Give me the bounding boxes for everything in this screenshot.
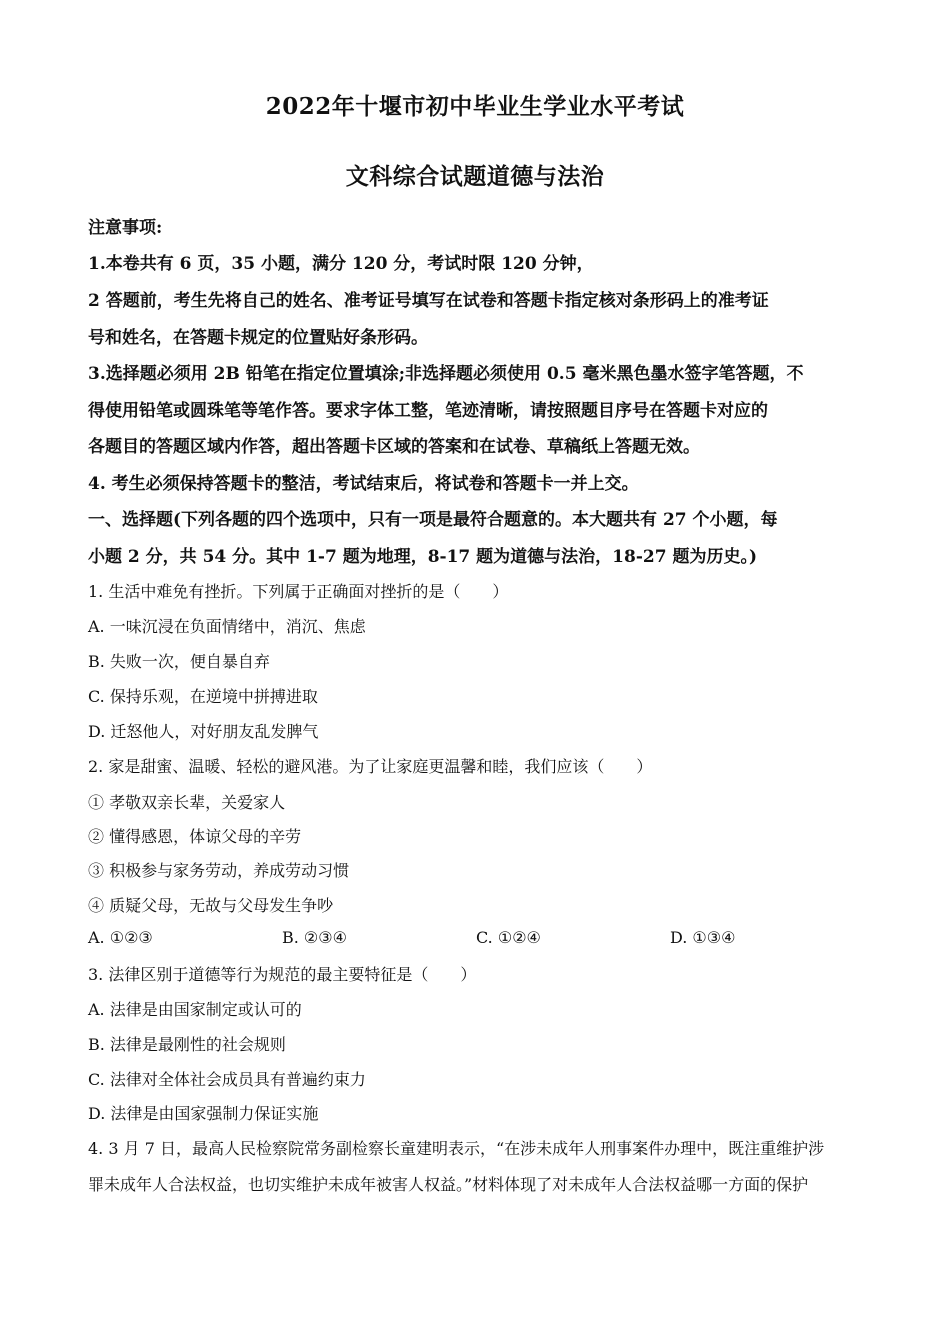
question-2-stem: 2. 家是甜蜜、温暖、轻松的避风港。为了让家庭更温馨和睦，我们应该（ ） — [88, 757, 653, 776]
notice-line: 1.本卷共有 6 页，35 小题，满分 120 分，考试时限 120 分钟， — [88, 254, 594, 274]
exam-title: 2022年十堰市初中毕业生学业水平考试 — [265, 93, 685, 120]
notice-line: 2 答题前，考生先将自己的姓名、准考证号填写在试卷和答题卡指定核对条形码上的准考证 — [88, 291, 769, 311]
q3-option-b: B. 法律是最刚性的社会规则 — [88, 1035, 286, 1054]
section-heading-cont: 小题 2 分，共 54 分。其中 1-7 题为地理，8-17 题为道德与法治，18-27 题为历史。) — [88, 547, 758, 567]
q2-item-4: ④ 质疑父母，无故与父母发生争吵 — [88, 896, 334, 915]
q3-option-a: A. 法律是由国家制定或认可的 — [88, 1000, 302, 1019]
notice-line: 各题目的答题区域内作答，超出答题卡区域的答案和在试卷、草稿纸上答题无效。 — [88, 437, 700, 457]
notice-line: 号和姓名，在答题卡规定的位置贴好条形码。 — [88, 328, 428, 348]
notice-line: 得使用铅笔或圆珠笔等笔作答。要求字体工整，笔迹清晰，请按照题目序号在答题卡对应的 — [88, 401, 768, 421]
q2-item-2: ② 懂得感恩，体谅父母的辛劳 — [88, 827, 302, 846]
q2-option-a: A. ①②③ — [88, 928, 153, 947]
notice-heading: 注意事项: — [88, 218, 163, 238]
q1-option-c: C. 保持乐观，在逆境中拼搏进取 — [88, 687, 318, 706]
notice-line: 4. 考生必须保持答题卡的整洁，考试结束后，将试卷和答题卡一并上交。 — [88, 474, 639, 494]
question-4-stem-cont: 罪未成年人合法权益，也切实维护未成年被害人权益。”材料体现了对未成年人合法权益哪一方面的保护 — [88, 1175, 809, 1194]
q3-option-c: C. 法律对全体社会成员具有普遍约束力 — [88, 1070, 366, 1089]
question-1-stem: 1. 生活中难免有挫折。下列属于正确面对挫折的是（ ） — [88, 582, 509, 601]
exam-subtitle: 文科综合试题道德与法治 — [345, 163, 605, 190]
q2-option-b: B. ②③④ — [282, 928, 347, 947]
q2-option-d: D. ①③④ — [670, 928, 736, 947]
q1-option-a: A. 一味沉浸在负面情绪中，消沉、焦虑 — [88, 617, 366, 636]
q1-option-d: D. 迁怒他人，对好朋友乱发脾气 — [88, 722, 319, 741]
q2-item-3: ③ 积极参与家务劳动，养成劳动习惯 — [88, 861, 350, 880]
q3-option-d: D. 法律是由国家强制力保证实施 — [88, 1104, 319, 1123]
question-4-stem: 4. 3 月 7 日，最高人民检察院常务副检察长童建明表示，“在涉未成年人刑事案件办理中，既注重维护涉 — [88, 1139, 825, 1158]
question-3-stem: 3. 法律区别于道德等行为规范的最主要特征是（ ） — [88, 965, 477, 984]
q2-option-c: C. ①②④ — [476, 928, 541, 947]
q2-item-1: ① 孝敬双亲长辈，关爱家人 — [88, 793, 286, 812]
section-heading: 一、选择题(下列各题的四个选项中，只有一项是最符合题意的。本大题共有 27 个小题，每 — [88, 510, 778, 530]
q1-option-b: B. 失败一次，便自暴自弃 — [88, 652, 270, 671]
notice-line: 3.选择题必须用 2B 铅笔在指定位置填涂;非选择题必须使用 0.5 毫米黑色墨水签字笔答题，不 — [88, 364, 804, 384]
